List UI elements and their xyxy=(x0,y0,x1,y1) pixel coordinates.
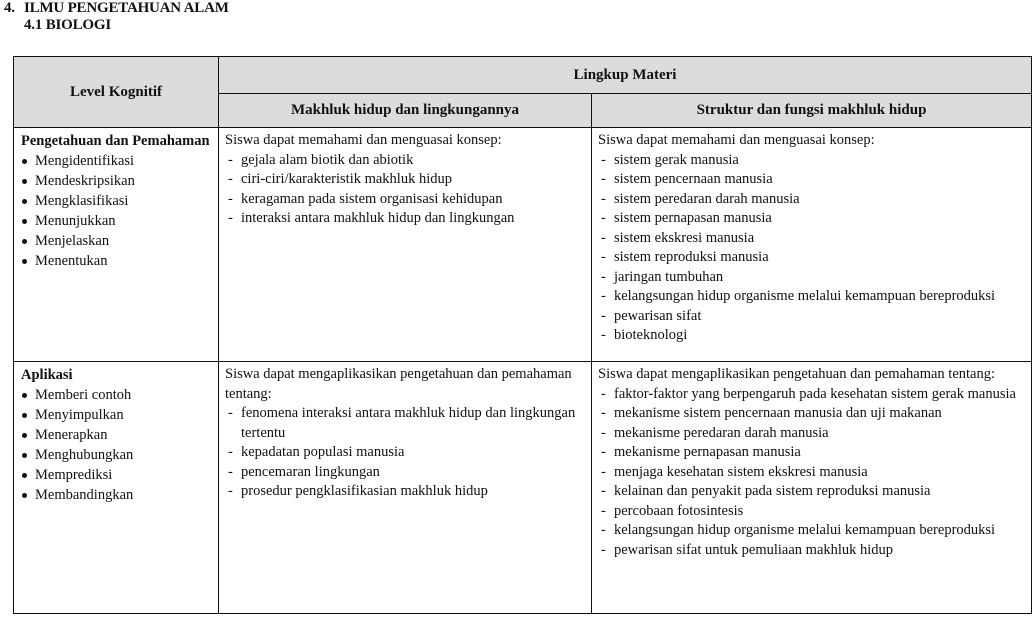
level-verb-item: Memprediksi xyxy=(21,465,218,485)
curriculum-table xyxy=(13,56,1032,614)
concept-item: - kelangsungan hidup organisme melalui kemampuan bereproduksi xyxy=(598,287,1031,307)
section-title-text: ILMU PENGETAHUAN ALAM xyxy=(24,0,229,16)
concept-item: - jaringan tumbuhan xyxy=(598,268,1031,288)
concept-item: - ciri-ciri/karakteristik makhluk hidup xyxy=(225,170,591,190)
level-verb-item: Menghubungkan xyxy=(21,445,218,465)
cell-intro: Siswa dapat memahami dan menguasai konsep: xyxy=(598,132,875,148)
struktur-fungsi-cell xyxy=(592,128,1032,362)
concept-item: - sistem pencernaan manusia xyxy=(598,170,1031,190)
header-lingkup-materi: Lingkup Materi xyxy=(219,57,1032,94)
table-row xyxy=(14,362,1032,614)
concept-item: - sistem gerak manusia xyxy=(598,151,1031,171)
concept-list xyxy=(225,404,591,502)
concept-item: - pewarisan sifat untuk pemuliaan makhluk hidup xyxy=(598,541,1031,561)
cell-intro: Siswa dapat mengaplikasikan pengetahuan dan pemahaman tentang: xyxy=(225,366,572,402)
concept-item: - keragaman pada sistem organisasi kehidupan xyxy=(225,190,591,210)
level-verb-item: Menjelaskan xyxy=(21,231,218,251)
level-verb-list xyxy=(21,151,218,271)
level-verb-item: Mendeskripsikan xyxy=(21,171,218,191)
level-verb-item: Menyimpulkan xyxy=(21,405,218,425)
concept-list xyxy=(598,151,1031,346)
level-verb-list xyxy=(21,385,218,505)
concept-item: - gejala alam biotik dan abiotik xyxy=(225,151,591,171)
section-number: 4. xyxy=(4,0,15,16)
section-title xyxy=(4,0,229,17)
concept-item: - sistem peredaran darah manusia xyxy=(598,190,1031,210)
header-struktur-fungsi: Struktur dan fungsi makhluk hidup xyxy=(592,94,1032,128)
concept-item: - menjaga kesehatan sistem ekskresi manusia xyxy=(598,463,1031,483)
document-heading xyxy=(4,0,229,34)
level-verb-item: Menentukan xyxy=(21,251,218,271)
cell-intro: Siswa dapat mengaplikasikan pengetahuan dan pemahaman tentang: xyxy=(598,366,996,382)
table-row xyxy=(14,128,1032,362)
concept-item: - mekanisme peredaran darah manusia xyxy=(598,424,1031,444)
concept-item: - prosedur pengklasifikasian makhluk hidup xyxy=(225,482,591,502)
concept-list xyxy=(225,151,591,229)
level-verb-item: Mengidentifikasi xyxy=(21,151,218,171)
concept-item: - fenomena interaksi antara makhluk hidup dan lingkungan tertentu xyxy=(225,404,591,443)
concept-item: - pewarisan sifat xyxy=(598,307,1031,327)
concept-list xyxy=(598,385,1031,561)
concept-item: - percobaan fotosintesis xyxy=(598,502,1031,522)
concept-item: - pencemaran lingkungan xyxy=(225,463,591,483)
makhluk-hidup-cell xyxy=(219,362,592,614)
concept-item: - kelangsungan hidup organisme melalui kemampuan bereproduksi xyxy=(598,521,1031,541)
concept-item: - kepadatan populasi manusia xyxy=(225,443,591,463)
concept-item: - bioteknologi xyxy=(598,326,1031,346)
level-title: Aplikasi xyxy=(21,367,73,383)
struktur-fungsi-cell xyxy=(592,362,1032,614)
concept-item: - mekanisme sistem pencernaan manusia dan uji makanan xyxy=(598,404,1031,424)
header-makhluk-hidup: Makhluk hidup dan lingkungannya xyxy=(219,94,592,128)
makhluk-hidup-cell xyxy=(219,128,592,362)
concept-item: - faktor-faktor yang berpengaruh pada kesehatan sistem gerak manusia xyxy=(598,385,1031,405)
concept-item: - kelainan dan penyakit pada sistem reproduksi manusia xyxy=(598,482,1031,502)
level-cell xyxy=(14,362,219,614)
level-verb-item: Mengklasifikasi xyxy=(21,191,218,211)
level-verb-item: Membandingkan xyxy=(21,485,218,505)
level-verb-item: Menerapkan xyxy=(21,425,218,445)
level-cell xyxy=(14,128,219,362)
subsection-title: 4.1 BIOLOGI xyxy=(24,17,111,33)
level-verb-item: Menunjukkan xyxy=(21,211,218,231)
level-title: Pengetahuan dan Pemahaman xyxy=(21,133,210,149)
concept-item: - sistem pernapasan manusia xyxy=(598,209,1031,229)
header-level-kognitif: Level Kognitif xyxy=(14,57,219,128)
concept-item: - sistem reproduksi manusia xyxy=(598,248,1031,268)
level-verb-item: Memberi contoh xyxy=(21,385,218,405)
concept-item: - interaksi antara makhluk hidup dan lingkungan xyxy=(225,209,591,229)
concept-item: - sistem ekskresi manusia xyxy=(598,229,1031,249)
cell-intro: Siswa dapat memahami dan menguasai konsep: xyxy=(225,132,502,148)
concept-item: - mekanisme pernapasan manusia xyxy=(598,443,1031,463)
